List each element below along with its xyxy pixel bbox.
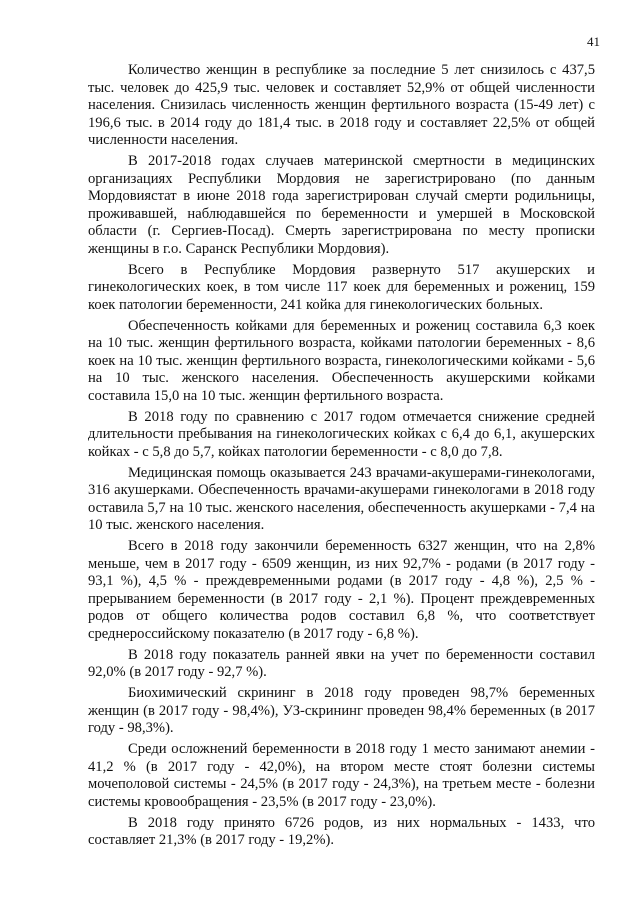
paragraph-complications: Среди осложнений беременности в 2018 году 1 место занимают анемии - 41,2 % (в 2017 году - 42,0%), на втором месте стоят болезни системы мочеполовой системы - 24,5% (в 2017 году - 24,3%), на третьем месте - болезни системы кровообращения - 23,5% (в 2017 году - 23,0%). (88, 741, 595, 810)
paragraph-female-population: Количество женщин в республике за последние 5 лет снизилось с 437,5 тыс. человек до 425,9 тыс. человек и составляет 52,9% от общей численности населения. Снизилась численность женщин фертильного возраста (15-49 лет) с 196,6 тыс. в 2014 году до 181,4 тыс. в 2018 году и составляет 22,5% от общей численности населения. (88, 62, 595, 148)
page-number: 41 (587, 34, 600, 49)
paragraph-bed-count: Всего в Республике Мордовия развернуто 517 акушерских и гинекологических коек, в том числе 117 коек для беременных и рожениц, 159 коек патологии беременности, 241 койка для гинекологических больных. (88, 261, 595, 313)
paragraph-births: В 2018 году принято 6726 родов, из них нормальных - 1433, что составляет 21,3% (в 2017 году - 19,2%). (88, 814, 595, 848)
paragraph-early-registration: В 2018 году показатель ранней явки на учет по беременности составил 92,0% (в 2017 году - 92,7 %). (88, 646, 595, 680)
paragraph-screening: Биохимический скрининг в 2018 году проведен 98,7% беременных женщин (в 2017 году - 98,4%), УЗ-скрининг проведен 98,4% беременных (в 2017 году - 98,3%). (88, 685, 595, 736)
paragraph-medical-staff: Медицинская помощь оказывается 243 врачами-акушерами-гинекологами, 316 акушерками. Обеспеченность врачами-акушерами гинекологами в 2018 году оставила 5,7 на 10 тыс. женского населения, обеспеченность акушерками - 7,4 на 10 тыс. женского населения. (88, 464, 595, 533)
body-text (88, 62, 595, 853)
paragraph-bed-provision: Обеспеченность койками для беременных и рожениц составила 6,3 коек на 10 тыс. женщин фертильного возраста, койками патологии беременных - 8,6 коек на 10 тыс. женщин фертильного возраста, гинекологическими койками - 5,6 на 10 тыс. женского населения. Обеспеченность акушерскими койками составила 15,0 на 10 тыс. женщин фертильного возраста. (88, 317, 595, 404)
paragraph-maternal-mortality: В 2017-2018 годах случаев материнской смертности в медицинских организациях Республики Мордовия не зарегистрировано (по данным Мордовиястат в июне 2018 года зарегистрирован случай смерти родильницы, проживавшей, наблюдавшейся по беременности и умершей в Московской области (г. Сергиев-Посад). Смерть зарегистрирована по месту прописки женщины в г.о. Саранск Республики Мордовия). (88, 153, 595, 257)
paragraph-pregnancy-outcomes: Всего в 2018 году закончили беременность 6327 женщин, что на 2,8% меньше, чем в 2017 году - 6509 женщин, из них 92,7% - родами (в 2017 году - 93,1 %), 4,5 % - преждевременными родами (в 2017 году - 4,8 %), 2,5 % - прерыванием беременности (в 2017 году - 2,1 %). Процент преждевременных родов от общего количества родов составил 6,8 %, что соответствует среднероссийскому показателю (в 2017 году - 6,8 %). (88, 538, 595, 642)
paragraph-length-of-stay: В 2018 году по сравнению с 2017 годом отмечается снижение средней длительности пребывания на гинекологических койках с 6,4 до 6,1, акушерских койках - с 5,8 до 5,7, койках патологии беременности - с 8,0 до 7,8. (88, 408, 595, 460)
